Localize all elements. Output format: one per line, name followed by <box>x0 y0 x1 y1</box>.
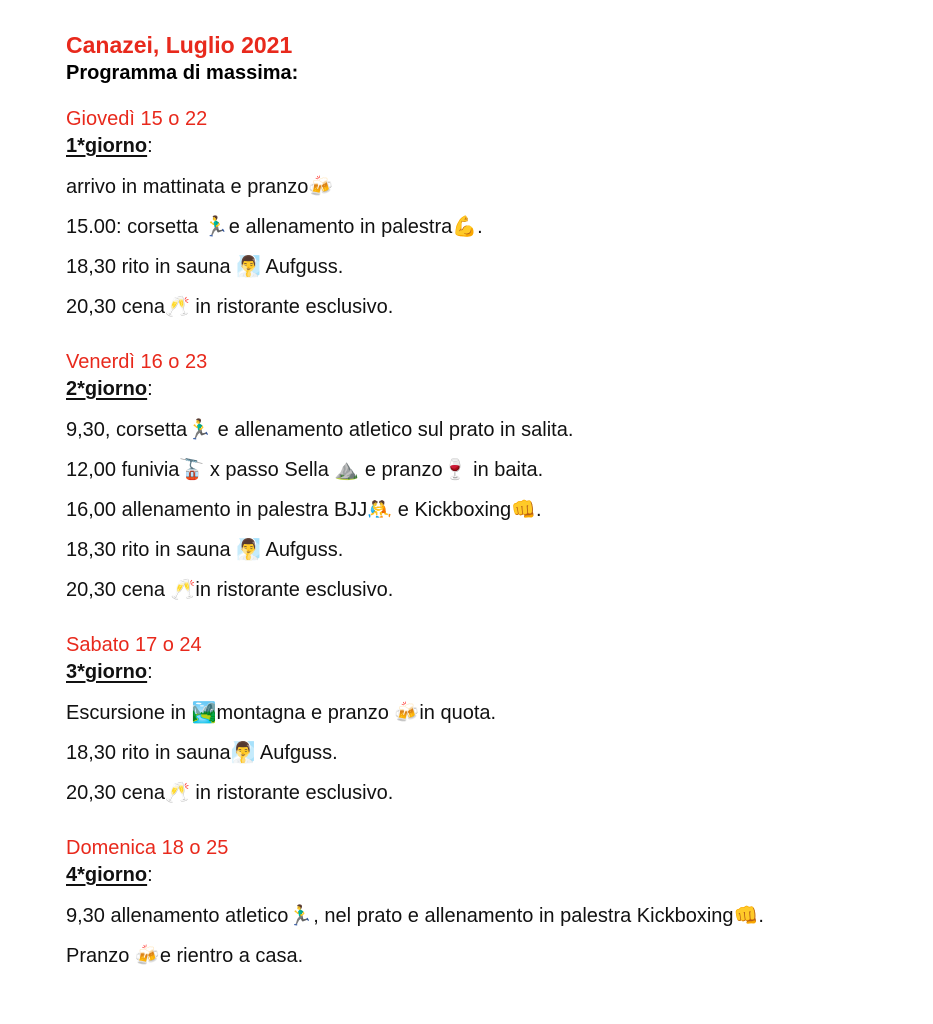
document-title: Canazei, Luglio 2021 <box>66 32 293 58</box>
day-number: 3*giorno <box>66 661 148 683</box>
day-label-colon: : <box>147 661 153 683</box>
schedule-item: 20,30 cena 🥂in ristorante esclusivo. <box>66 579 394 601</box>
schedule-item: 18,30 rito in sauna 🧖‍♂️ Aufguss. <box>66 539 344 561</box>
day-date: Domenica 18 o 25 <box>66 837 229 859</box>
document-subtitle: Programma di massima: <box>66 62 299 84</box>
day-date: Giovedì 15 o 22 <box>66 108 208 130</box>
schedule-item: 12,00 funivia🚡 x passo Sella ⛰️ e pranzo🍷 in baita. <box>66 459 544 481</box>
schedule-item: 16,00 allenamento in palestra BJJ🤼 e Kickboxing👊. <box>66 499 542 521</box>
day-number: 4*giorno <box>66 864 148 886</box>
day-section-4 <box>66 834 926 976</box>
schedule-item: arrivo in mattinata e pranzo🍻 <box>66 176 334 198</box>
schedule-item: 15.00: corsetta 🏃‍♂️e allenamento in palestra💪. <box>66 216 483 238</box>
schedule-item: 9,30, corsetta🏃‍♂️ e allenamento atletico sul prato in salita. <box>66 419 574 441</box>
day-label <box>66 376 926 402</box>
schedule-item: Escursione in 🏞️montagna e pranzo 🍻in quota. <box>66 702 497 724</box>
day-label-colon: : <box>147 864 153 886</box>
schedule-item: 9,30 allenamento atletico🏃‍♂️, nel prato e allenamento in palestra Kickboxing👊. <box>66 905 764 927</box>
schedule-item: 18,30 rito in sauna 🧖‍♂️ Aufguss. <box>66 256 344 278</box>
day-number: 1*giorno <box>66 135 148 157</box>
day-section-1 <box>66 105 926 327</box>
day-label-colon: : <box>147 378 153 400</box>
day-date: Venerdì 16 o 23 <box>66 351 208 373</box>
schedule-item: Pranzo 🍻e rientro a casa. <box>66 945 304 967</box>
day-section-2 <box>66 348 926 610</box>
day-date: Sabato 17 o 24 <box>66 634 202 656</box>
schedule-item: 20,30 cena🥂 in ristorante esclusivo. <box>66 782 394 804</box>
day-section-3 <box>66 631 926 813</box>
day-label-colon: : <box>147 135 153 157</box>
day-label <box>66 133 926 159</box>
schedule-item: 18,30 rito in sauna🧖‍♂️ Aufguss. <box>66 742 338 764</box>
document-page <box>66 30 926 997</box>
schedule-item: 20,30 cena🥂 in ristorante esclusivo. <box>66 296 394 318</box>
day-label <box>66 862 926 888</box>
day-number: 2*giorno <box>66 378 148 400</box>
day-label <box>66 659 926 685</box>
